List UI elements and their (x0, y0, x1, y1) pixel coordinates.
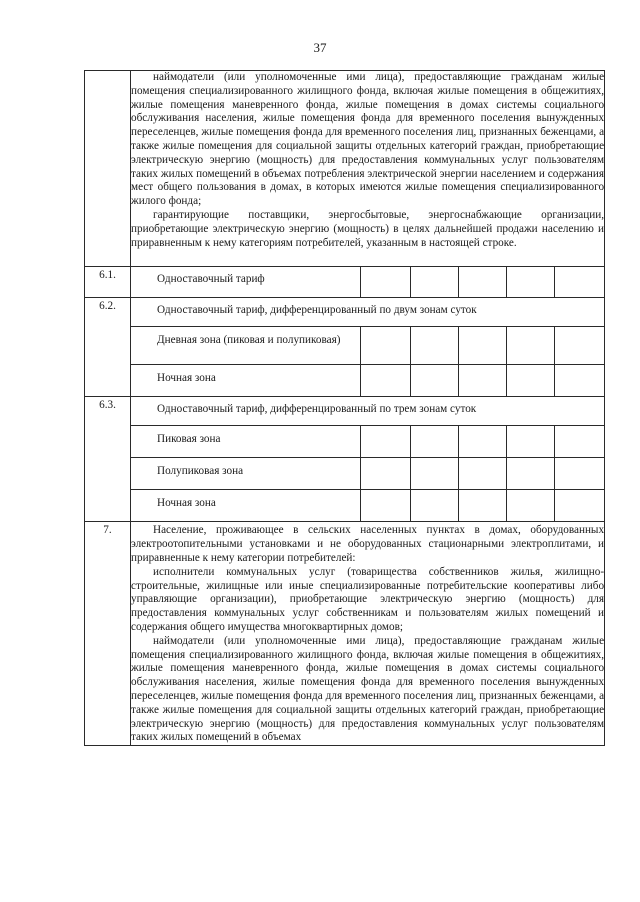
row-text-cell (131, 522, 605, 746)
row-number: 6.1. (85, 267, 131, 298)
value-cell (507, 426, 555, 458)
table-row-intro (85, 71, 605, 267)
intro-text-cell (131, 71, 605, 267)
table-row-zone (85, 490, 605, 522)
value-cell (411, 490, 459, 522)
value-cell (555, 267, 605, 298)
zone-label: Полупиковая зона (131, 458, 361, 490)
value-cell (459, 365, 507, 397)
paragraph: гарантирующие поставщики, энергосбытовые, энергоснабжающие организации, приобретающие электрическую энергию (мощность) в целях дальнейшей продажи населению и приравненным к нему категориям потребителей, указанным в настоящей строке. (131, 208, 605, 249)
row-label: Одноставочный тариф (131, 267, 361, 298)
table-row-zone (85, 426, 605, 458)
value-cell (361, 365, 411, 397)
tariff-table (84, 70, 605, 746)
table-row-zone (85, 458, 605, 490)
value-cell (361, 327, 411, 365)
value-cell (361, 426, 411, 458)
value-cell (361, 490, 411, 522)
value-cell (555, 458, 605, 490)
row-number: 6.2. (85, 298, 131, 397)
value-cell (555, 426, 605, 458)
zone-label: Ночная зона (131, 365, 361, 397)
value-cell (555, 327, 605, 365)
value-cell (507, 267, 555, 298)
value-cell (459, 426, 507, 458)
value-cell (507, 365, 555, 397)
row-label: Одноставочный тариф, дифференцированный по трем зонам суток (131, 397, 605, 426)
zone-label: Ночная зона (131, 490, 361, 522)
page-number: 37 (313, 40, 327, 55)
zone-label: Дневная зона (пиковая и полупиковая) (131, 327, 361, 365)
row-number: 6.3. (85, 397, 131, 522)
row-number: 7. (85, 522, 131, 746)
value-cell (507, 327, 555, 365)
value-cell (459, 458, 507, 490)
value-cell (411, 267, 459, 298)
table-row-6-1 (85, 267, 605, 298)
table-row-7 (85, 522, 605, 746)
empty-number-cell (85, 71, 131, 267)
value-cell (459, 490, 507, 522)
row-label: Одноставочный тариф, дифференцированный по двум зонам суток (131, 298, 605, 327)
table-row-6-2 (85, 298, 605, 327)
value-cell (459, 267, 507, 298)
paragraph: наймодатели (или уполномоченные ими лица), предоставляющие гражданам жилые помещения специализированного жилищного фонда, включая жилые помещения в общежитиях, жилые помещения маневренного фонда, жилые помещения в домах системы социального обслуживания населения, жилые помещения фонда для временного поселения вынужденных переселенцев, жилые помещения фонда для временного поселения лиц, признанных беженцами, а также жилые помещения для социальной защиты отдельных категорий граждан, приобретающие электрическую энергию (мощность) для предоставления коммунальных услуг пользователям таких жилых помещений в объемах потребления электрической энергии населением и содержания мест общего пользования в домах, в которых имеются жилые помещения специализированного жилого фонда; (131, 71, 605, 208)
paragraph: наймодатели (или уполномоченные ими лица), предоставляющие гражданам жилые помещения специализированного жилищного фонда, включая жилые помещения в общежитиях, жилые помещения маневренного фонда, жилые помещения в домах системы социального обслуживания населения, жилые помещения фонда для временного поселения вынужденных переселенцев, жилые помещения фонда для временного поселения лиц, признанных беженцами, а также жилые помещения для социальной защиты отдельных категорий граждан, приобретающие электрическую энергию (мощность) для предоставления коммунальных услуг пользователям таких жилых помещений в объемах (131, 634, 605, 744)
value-cell (411, 327, 459, 365)
value-cell (507, 490, 555, 522)
paragraph: исполнители коммунальных услуг (товарищества собственников жилья, жилищно-строительные, жилищные или иные специализированные потребительские кооперативы либо управляющие организации), приобретающие электрическую энергию (мощность) для предоставления коммунальных услуг собственникам и пользователям жилых помещений и содержания общего имущества многоквартирных домов; (131, 565, 605, 633)
paragraph: Население, проживающее в сельских населенных пунктах в домах, оборудованных электроотопительными установками и не оборудованных стационарными электроплитами, и приравненные к нему категории потребителей: (131, 524, 605, 564)
table-row-zone (85, 327, 605, 365)
value-cell (507, 458, 555, 490)
value-cell (459, 327, 507, 365)
zone-label: Пиковая зона (131, 426, 361, 458)
table-row-6-3 (85, 397, 605, 426)
value-cell (555, 365, 605, 397)
value-cell (411, 365, 459, 397)
value-cell (555, 490, 605, 522)
value-cell (361, 458, 411, 490)
value-cell (411, 458, 459, 490)
table-row-zone (85, 365, 605, 397)
value-cell (411, 426, 459, 458)
value-cell (361, 267, 411, 298)
